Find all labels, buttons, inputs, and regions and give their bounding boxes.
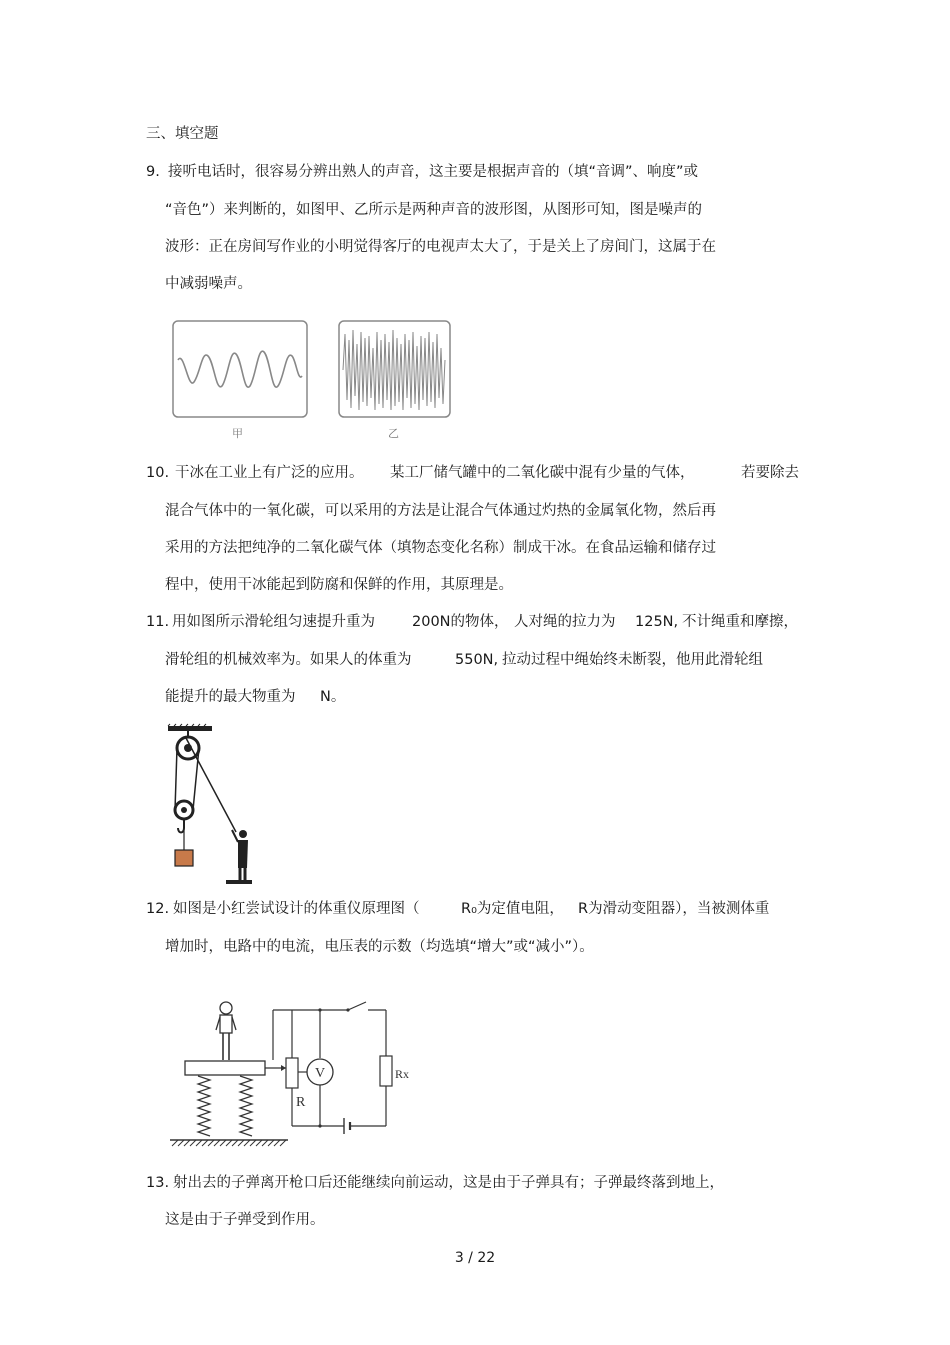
question-text: 拉动过程中绳始终未断裂，他用此滑轮组 [502,652,763,668]
question-text: 125N, [635,614,679,630]
voltmeter-label: V [314,1066,326,1081]
question-text: 200N的物体， [412,614,509,630]
resistor-rx-label: Rx [395,1067,410,1081]
waveform-figure-yi [338,320,452,420]
question-text: N。 [320,689,346,705]
question-text: 不计绳重和摩擦， [682,614,798,630]
question-number: 11. [146,614,170,630]
question-text: 增加时，电路中的电流，电压表的示数（均选填“增大”或“减小”）。 [165,939,594,955]
figure-label-yi: 乙 [388,427,399,440]
question-number: 12. [146,901,170,917]
question-text: 波形：正在房间写作业的小明觉得客厅的电视声太大了，于是关上了房间门，这属于在 [165,239,716,255]
question-text: R₀为定值电阻， [461,901,564,917]
question-text: 采用的方法把纯净的二氧化碳气体（填物态变化名称）制成干冰。在食品运输和储存过 [165,540,716,556]
question-text: 射出去的子弹离开枪口后还能继续向前运动，这是由于子弹具有；子弹最终落到地上， [173,1175,724,1191]
section-title: 三、填空题 [146,126,219,142]
question-text: 中减弱噪声。 [165,276,252,292]
waveform-figure-jia [172,320,310,420]
question-text: “音色”）来判断的，如图甲、乙所示是两种声音的波形图，从图形可知，图是噪声的 [165,202,703,218]
question-text: 滑轮组的机械效率为。如果人的体重为 [165,652,412,668]
resistor-r-label: R [296,1095,306,1110]
question-text: 程中，使用干冰能起到防腐和保鲜的作用，其原理是。 [165,577,513,593]
question-text: 某工厂储气罐中的二氧化碳中混有少量的气体， [390,465,695,481]
question-text: R为滑动变阻器），当被测体重 [578,901,770,917]
question-text: 用如图所示滑轮组匀速提升重为 [172,614,375,630]
question-text: 如图是小红尝试设计的体重仪原理图（ [173,901,420,917]
question-number: 13. [146,1175,170,1191]
figure-label-jia: 甲 [232,427,243,440]
page-number: 3 / 22 [454,1250,496,1266]
question-text: 接听电话时，很容易分辨出熟人的声音，这主要是根据声音的（填“音调”、响度”或 [168,164,699,180]
question-text: 混合气体中的一氧化碳，可以采用的方法是让混合气体通过灼热的金属氧化物，然后再 [165,503,716,519]
question-number: 10. [146,465,170,481]
question-text: 若要除去 [741,465,799,481]
question-text: 550N, [455,652,499,668]
question-text: 人对绳的拉力为 [514,614,616,630]
question-text: 干冰在工业上有广泛的应用。 [175,465,364,481]
pulley-figure [164,724,254,884]
question-text: 这是由于子弹受到作用。 [165,1212,325,1228]
question-number: 9. [146,164,160,180]
question-text: 能提升的最大物重为 [165,689,296,705]
circuit-figure [168,998,418,1150]
